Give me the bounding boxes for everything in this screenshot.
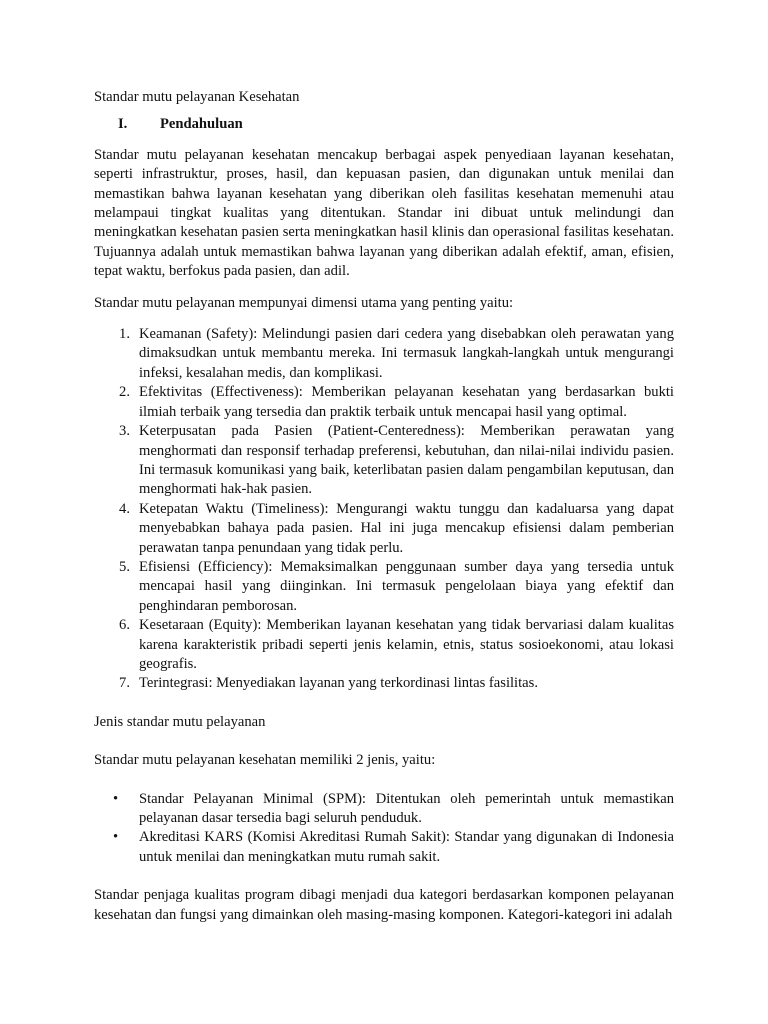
list-item xyxy=(94,325,674,383)
list-item-text: Efektivitas (Effectiveness): Memberikan pelayanan kesehatan yang berdasarkan bukti ilmiah terbaik yang tersedia dan praktik terbaik untuk mencapai hasil yang optimal. xyxy=(139,384,674,420)
types-intro: Standar mutu pelayanan kesehatan memiliki 2 jenis, yaitu: xyxy=(94,752,436,769)
dimensions-intro: Standar mutu pelayanan mempunyai dimensi utama yang penting yaitu: xyxy=(94,294,514,311)
list-item xyxy=(94,790,674,829)
list-item-text: Standar Pelayanan Minimal (SPM): Ditentukan oleh pemerintah untuk memastikan pelayanan dasar tersedia bagi seluruh penduduk. xyxy=(139,790,674,826)
list-item-text: Keterpusatan pada Pasien (Patient-Centeredness): Memberikan perawatan yang menghormati dan responsif terhadap preferensi, kebutuhan, dan nilai-nilai individu pasien. Ini termasuk komunikasi yang baik, keterlibatan pasien dalam pengambilan keputusan, dan menghormati hak-hak pasien. xyxy=(139,423,674,498)
bullet-icon: • xyxy=(113,790,119,807)
section-heading-text: Pendahuluan xyxy=(160,116,243,133)
list-marker: 4. xyxy=(119,500,130,517)
list-item xyxy=(94,616,674,674)
list-item xyxy=(94,674,674,693)
list-marker: 2. xyxy=(119,384,130,401)
list-item-text: Akreditasi KARS (Komisi Akreditasi Rumah Sakit): Standar yang digunakan di Indonesia untuk menilai dan meningkatkan mutu rumah sakit. xyxy=(139,829,674,865)
list-item xyxy=(94,383,674,422)
dimensions-list xyxy=(94,325,674,694)
list-marker: 1. xyxy=(119,326,130,343)
list-item-text: Kesetaraan (Equity): Memberikan layanan kesehatan yang tidak bervariasi dalam kualitas karena karakteristik pribadi seperti jenis kelamin, etnis, status sosioekonomi, atau lokasi geografis. xyxy=(139,617,674,672)
list-item-text: Ketepatan Waktu (Timeliness): Mengurangi waktu tunggu dan kadaluarsa yang dapat menyebabkan bahaya pada pasien. Hal ini juga mencakup efisiensi dalam pemberian perawatan tanpa penundaan yang tidak perlu. xyxy=(139,500,674,556)
closing-paragraph: Standar penjaga kualitas program dibagi menjadi dua kategori berdasarkan komponen pelayanan kesehatan dan fungsi yang dimainkan oleh masing-masing komponen. Kategori-kategori ini adalah xyxy=(94,887,674,923)
section-heading xyxy=(118,115,674,134)
list-item-text: Terintegrasi: Menyediakan layanan yang terkordinasi lintas fasilitas. xyxy=(139,675,538,692)
document-title: Standar mutu pelayanan Kesehatan xyxy=(94,89,300,105)
list-item xyxy=(94,422,674,500)
list-item xyxy=(94,558,674,616)
section-title: Jenis standar mutu pelayanan xyxy=(94,713,266,730)
list-item xyxy=(94,500,674,558)
list-marker: 6. xyxy=(119,617,130,634)
list-item xyxy=(94,828,674,867)
intro-paragraph: Standar mutu pelayanan kesehatan mencakup berbagai aspek penyediaan layanan kesehatan, seperti infrastruktur, proses, hasil, dan kepuasan pasien, dan digunakan untuk menilai dan memastikan bahwa layanan kesehatan yang diberikan oleh fasilitas kesehatan memenuhi atau melampaui tingkat kualitas yang ditentukan. Standar ini dibuat untuk melindungi dan meningkatkan kesehatan pasien serta meningkatkan hasil klinis dan operasional fasilitas kesehatan. Tujuannya adalah untuk memastikan bahwa layanan yang diberikan adalah efektif, aman, efisien, tepat waktu, berfokus pada pasien, dan adil. xyxy=(94,146,674,280)
list-marker: 5. xyxy=(119,558,130,575)
list-marker: 7. xyxy=(119,675,130,692)
section-number: I. xyxy=(118,116,128,133)
list-item-text: Keamanan (Safety): Melindungi pasien dari cedera yang disebabkan oleh perawatan yang dimaksudkan untuk membantu mereka. Ini termasuk langkah-langkah untuk mengurangi infeksi, kesalahan medis, dan komplikasi. xyxy=(139,326,674,381)
list-item-text: Efisiensi (Efficiency): Memaksimalkan penggunaan sumber daya yang tersedia untuk mencapai hasil yang diinginkan. Ini termasuk pengelolaan biaya yang efektif dan penghindaran pemborosan. xyxy=(139,558,674,614)
bullet-icon: • xyxy=(113,829,119,846)
list-marker: 3. xyxy=(119,423,130,440)
types-list xyxy=(94,790,674,868)
document-body xyxy=(94,88,674,925)
